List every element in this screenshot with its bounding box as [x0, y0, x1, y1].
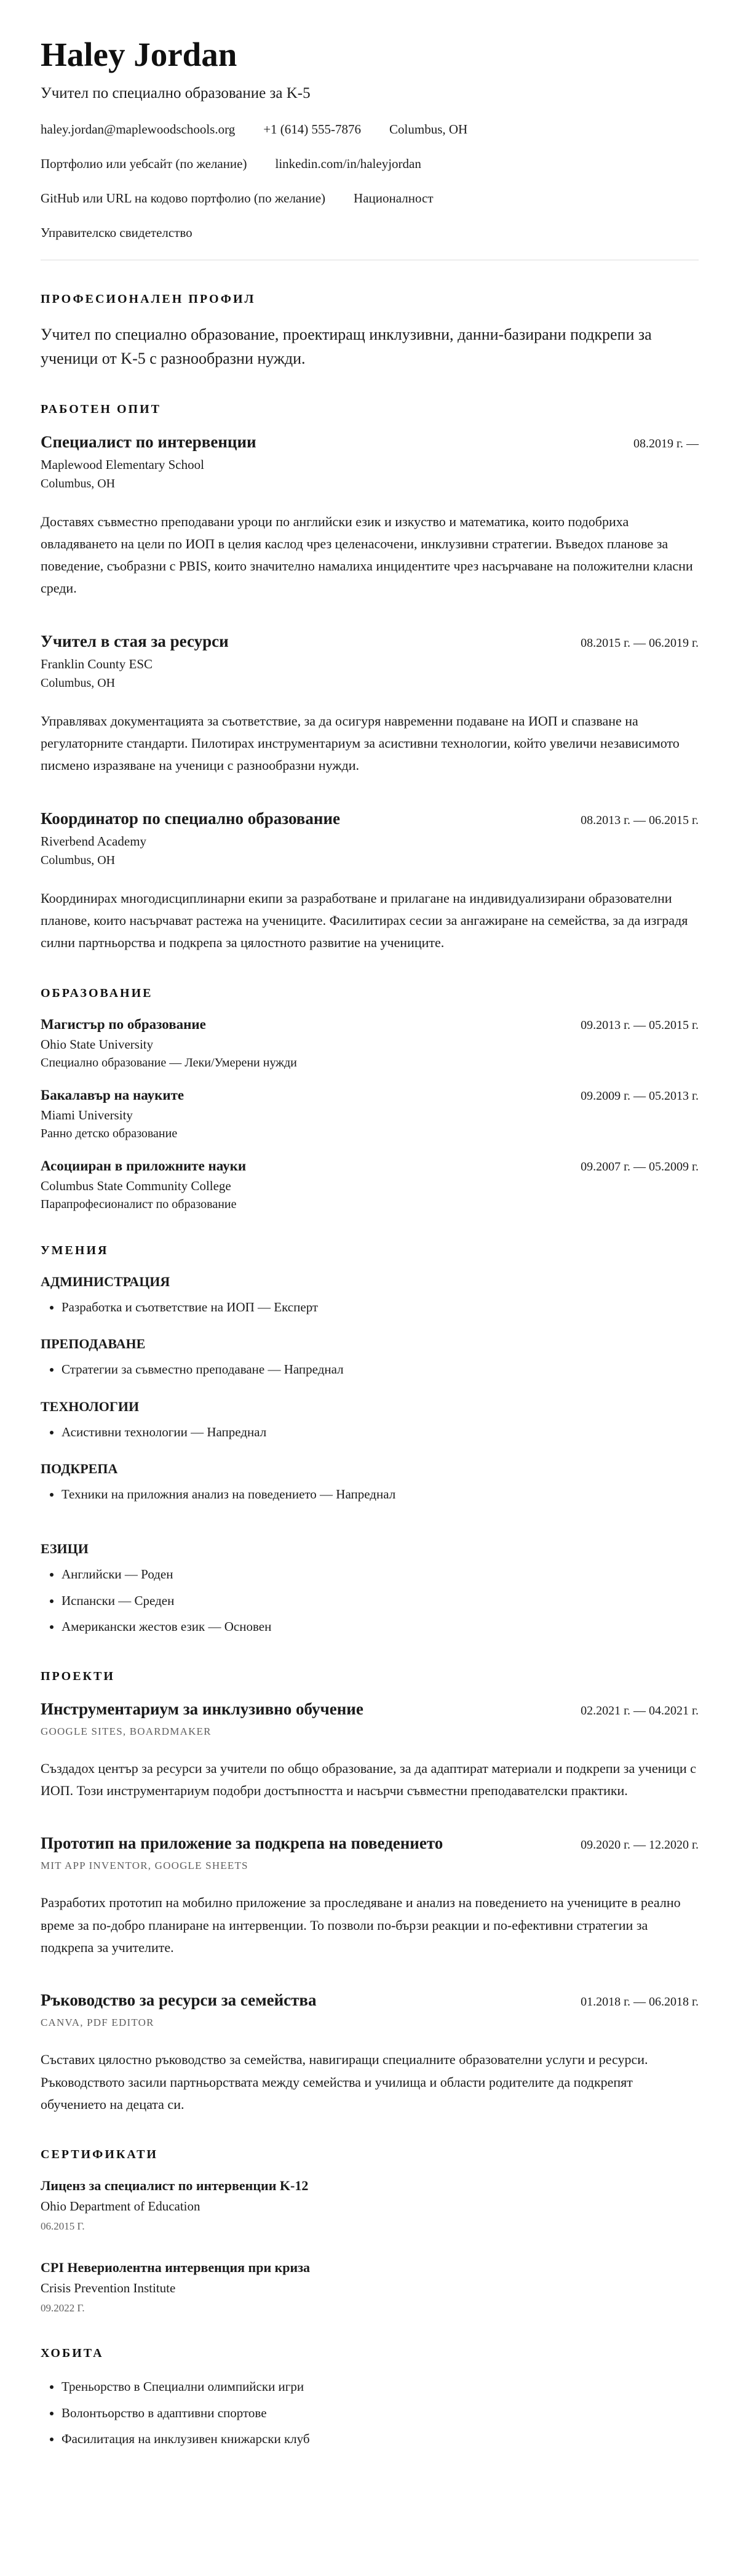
job-header	[41, 632, 699, 651]
hobbies-list	[41, 2377, 699, 2450]
skill-item: • Техники на приложния анализ на поведението — Напреднал	[62, 1484, 699, 1505]
project-tools: GOOGLE SITES, BOARDMAKER	[41, 1725, 212, 1737]
candidate-title: Учител по специално образование за K-5	[41, 84, 311, 102]
project-tools: MIT APP INVENTOR, GOOGLE SHEETS	[41, 1860, 248, 1872]
skill-group	[41, 1461, 699, 1505]
field-of-study: Парапрофесионалист по образование	[41, 1197, 237, 1211]
hobby-item: • Треньорство в Специални олимпийски игри	[62, 2377, 699, 2398]
skill-list	[41, 1359, 699, 1380]
education-heading: ОБРАЗОВАНИЕ	[41, 986, 153, 1000]
skill-list	[41, 1297, 699, 1318]
language-item: • Испански — Среден	[62, 1591, 699, 1612]
degree-title: Бакалавър на науките	[41, 1087, 184, 1103]
field-of-study: Ранно детско образование	[41, 1126, 178, 1140]
certification-item	[41, 2260, 699, 2314]
project-tools: CANVA, PDF EDITOR	[41, 2017, 154, 2029]
skill-item: • Разработка и съответствие на ИОП — Експерт	[62, 1297, 699, 1318]
skill-group-name: ТЕХНОЛОГИИ	[41, 1398, 140, 1414]
section-work	[41, 402, 699, 954]
project-title: Прототип на приложение за подкрепа на поведението	[41, 1834, 443, 1853]
job-title: Специалист по интервенции	[41, 432, 256, 451]
school-name: Miami University	[41, 1107, 133, 1122]
project-header	[41, 1834, 699, 1853]
contact-email: haley.jordan@maplewoodschools.org	[41, 121, 236, 137]
education-item	[41, 1017, 699, 1070]
education-header	[41, 1087, 699, 1103]
profile-heading: ПРОФЕСИОНАЛЕН ПРОФИЛ	[41, 292, 256, 306]
project-item	[41, 1700, 699, 1802]
work-heading: РАБОТЕН ОПИТ	[41, 402, 161, 416]
job-location: Columbus, OH	[41, 676, 116, 690]
project-dates: 01.2018 г. — 06.2018 г.	[581, 1995, 699, 2009]
section-certifications	[41, 2148, 699, 2314]
project-dates: 02.2021 г. — 04.2021 г.	[581, 1703, 699, 1718]
education-header	[41, 1017, 699, 1033]
skills-heading: УМЕНИЯ	[41, 1243, 109, 1257]
job-location: Columbus, OH	[41, 476, 116, 490]
certification-item	[41, 2178, 699, 2233]
profile-text: Учител по специално образование, проектиращ инклузивни, данни-базирани подкрепи за ученици от K-5 с разнообразни нужди.	[41, 325, 652, 367]
contact-row-1	[41, 122, 699, 137]
project-dates: 09.2020 г. — 12.2020 г.	[581, 1838, 699, 1852]
degree-dates: 09.2007 г. — 05.2009 г.	[581, 1159, 699, 1174]
project-title: Инструментариум за инклузивно обучение	[41, 1699, 363, 1718]
skill-item: • Стратегии за съвместно преподаване — Напреднал	[62, 1359, 699, 1380]
job-description: Управлявах документацията за съответствие, за да осигуря навременни подаване на ИОП и спазване на регулаторните стандарти. Пилотирах инструментариум за асистивни технологии, който увеличи независимото писмено изразяване на ученици с разнообразни нужди.	[41, 713, 680, 774]
project-header	[41, 1991, 699, 2010]
skill-group	[41, 1336, 699, 1380]
job-location: Columbus, OH	[41, 853, 116, 867]
school-name: Columbus State Community College	[41, 1178, 231, 1193]
education-item	[41, 1087, 699, 1141]
field-of-study: Специално образование — Леки/Умерени нужди	[41, 1055, 297, 1070]
contact-nationality-label: Националност	[354, 190, 434, 206]
project-item	[41, 1991, 699, 2116]
skill-group	[41, 1274, 699, 1318]
job-title: Координатор по специално образование	[41, 809, 340, 828]
job-dates: 08.2013 г. — 06.2015 г.	[581, 813, 699, 827]
languages-heading: ЕЗИЦИ	[41, 1540, 89, 1556]
school-name: Ohio State University	[41, 1036, 154, 1052]
contact-portfolio-label: Портфолио или уебсайт (по желание)	[41, 156, 247, 171]
section-projects	[41, 1670, 699, 2116]
job-dates: 08.2015 г. — 06.2019 г.	[581, 636, 699, 650]
skill-list	[41, 1422, 699, 1443]
job-header	[41, 809, 699, 828]
skill-group	[41, 1399, 699, 1443]
projects-heading: ПРОЕКТИ	[41, 1669, 115, 1683]
project-description: Разработих прототип на мобилно приложение за проследяване и анализ на поведението на учениците в реално време за по-добро планиране на интервенции. То позволи по-бързи реакции и по-ефективни стратегии за подкрепа за учителите.	[41, 1895, 681, 1955]
skill-group-name: ПРЕПОДАВАНЕ	[41, 1336, 146, 1352]
contact-license-label: Управителско свидетелство	[41, 225, 192, 240]
degree-title: Асоцииран в приложните науки	[41, 1158, 247, 1174]
job-dates: 08.2019 г. —	[633, 436, 699, 450]
work-item	[41, 809, 699, 954]
job-company: Franklin County ESC	[41, 656, 153, 671]
work-item	[41, 433, 699, 600]
project-description: Създадох център за ресурси за учители по общо образование, за да адаптират материали и подкрепи за ученици с ИОП. Този инструментариум подобри достъпността и насърчи съвместни преподавателски практики.	[41, 1760, 696, 1799]
work-item	[41, 632, 699, 777]
project-item	[41, 1834, 699, 1959]
skill-group-name: АДМИНИСТРАЦИЯ	[41, 1273, 170, 1289]
certification-name: CPI Невериолентна интервенция при криза	[41, 2260, 311, 2276]
job-company: Maplewood Elementary School	[41, 457, 204, 472]
skill-group-name: ПОДКРЕПА	[41, 1461, 118, 1477]
languages-list	[41, 1564, 699, 1638]
job-description: Координирах многодисциплинарни екипи за разработване и прилагане на индивидуализирани образователни планове, които насърчават растежа на учениците. Фасилитирах сесии за ангажиране на семейства, за да изградя силни партньорства и подкрепа за цялостното развитие на учениците.	[41, 890, 688, 951]
section-hobbies	[41, 2346, 699, 2450]
hobby-item: • Волонтьорство в адаптивни спортове	[62, 2403, 699, 2424]
degree-title: Магистър по образование	[41, 1016, 206, 1032]
section-education	[41, 986, 699, 1212]
section-profile	[41, 292, 699, 370]
contact-linkedin: linkedin.com/in/haleyjordan	[275, 156, 421, 171]
project-header	[41, 1700, 699, 1719]
language-item: • Английски — Роден	[62, 1564, 699, 1585]
job-company: Riverbend Academy	[41, 833, 147, 849]
degree-dates: 09.2013 г. — 05.2015 г.	[581, 1018, 699, 1032]
education-header	[41, 1158, 699, 1174]
resume-header	[41, 36, 699, 241]
language-item: • Американски жестов език — Основен	[62, 1617, 699, 1638]
contact-row-3	[41, 191, 699, 206]
certification-name: Лиценз за специалист по интервенции K-12	[41, 2178, 309, 2194]
project-description: Съставих цялостно ръководство за семейства, навигиращи специалните образователни услуги и ресурси. Ръководството засили партньорствата между семейства и училища и области родителите да подкрепят обучението на децата си.	[41, 2052, 648, 2112]
project-title: Ръководство за ресурси за семейства	[41, 1991, 317, 2010]
certification-date: 09.2022 Г.	[41, 2302, 85, 2314]
section-languages	[41, 1541, 699, 1638]
hobbies-heading: ХОБИТА	[41, 2346, 104, 2361]
certification-issuer: Crisis Prevention Institute	[41, 2281, 176, 2296]
section-skills	[41, 1244, 699, 1505]
job-description: Доставях съвместно преподавани уроци по английски език и изкуство и математика, които подобриха овладяването на цели по ИОП в целия каслод чрез целенасочени, инклузивни стратегии. Въведох планове за поведение, съобразни с PBIS, които значително намалиха инцидентите чрез насърчаване на положителни класни среди.	[41, 513, 693, 596]
degree-dates: 09.2009 г. — 05.2013 г.	[581, 1089, 699, 1103]
contact-phone: +1 (614) 555-7876	[263, 121, 362, 137]
certification-date: 06.2015 Г.	[41, 2220, 85, 2233]
candidate-name: Haley Jordan	[41, 36, 237, 73]
certification-issuer: Ohio Department of Education	[41, 2199, 200, 2214]
skill-list	[41, 1484, 699, 1505]
contact-row-2	[41, 156, 699, 172]
hobby-item: • Фасилитация на инклузивен книжарски клуб	[62, 2429, 699, 2450]
education-item	[41, 1158, 699, 1212]
skill-item: • Асистивни технологии — Напреднал	[62, 1422, 699, 1443]
job-title: Учител в стая за ресурси	[41, 631, 229, 650]
certifications-heading: СЕРТИФИКАТИ	[41, 2148, 158, 2162]
contact-row-4	[41, 225, 699, 241]
contact-github-label: GitHub или URL на кодово портфолио (по желание)	[41, 190, 326, 206]
job-header	[41, 433, 699, 452]
contact-location: Columbus, OH	[389, 121, 468, 137]
